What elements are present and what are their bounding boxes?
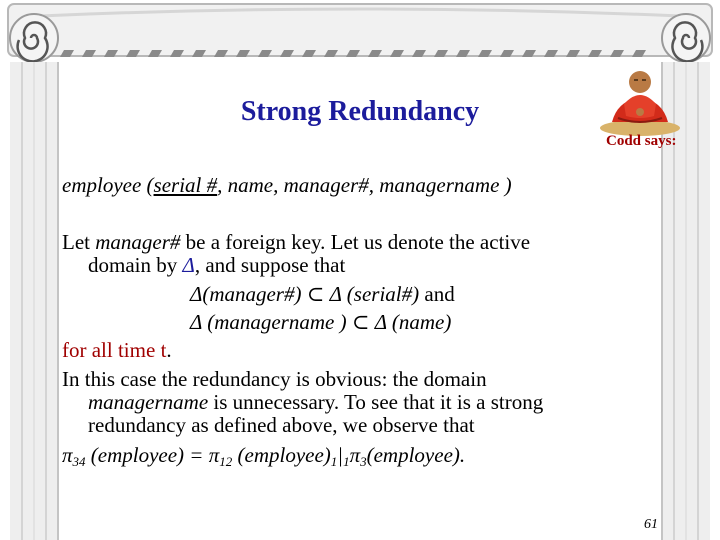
- schema-key-attribute: serial #: [153, 173, 218, 197]
- formula-line-2: [190, 311, 451, 334]
- paragraph-line-6: In this case the redundancy is obvious: the domain: [62, 367, 487, 391]
- text-run-red: for all time: [62, 338, 161, 362]
- schema-part-rest: , name, manager#, managername ): [217, 173, 512, 197]
- text-run: Let: [62, 230, 96, 254]
- text-run: .: [166, 338, 172, 362]
- text-run-italic: manager#: [95, 230, 181, 254]
- text-run: (employee): [232, 443, 331, 467]
- text-run: , and suppose that: [194, 253, 346, 277]
- subscript: 1: [343, 454, 350, 469]
- subscript: 1: [330, 454, 338, 469]
- pi-symbol: π: [62, 443, 73, 467]
- slide-title: Strong Redundancy: [240, 96, 480, 127]
- subscript: 3: [360, 454, 367, 469]
- schema-part-relation: employee (: [62, 173, 154, 197]
- paragraph-line-1: [62, 231, 530, 254]
- subset-symbol: ⊂: [346, 310, 375, 334]
- paragraph-line-7: [88, 391, 543, 414]
- page-number: 61: [644, 517, 658, 532]
- text-run-red: t: [160, 338, 167, 362]
- join-bar: |: [337, 443, 344, 467]
- text-run: (employee).: [366, 443, 466, 467]
- codd-says-label: Codd says:: [606, 133, 677, 149]
- formula-term: Δ (serial#): [329, 282, 420, 306]
- text-run-italic: managername: [88, 390, 209, 414]
- pi-symbol: π: [349, 443, 361, 467]
- formula-term: Δ (managername ): [190, 310, 347, 334]
- projection-formula: [62, 444, 465, 473]
- paragraph-line-5: [62, 339, 172, 362]
- subscript: 12: [219, 454, 233, 469]
- text-run: is unnecessary. To see that it is a strong: [208, 390, 544, 414]
- delta-symbol: Δ: [182, 253, 195, 277]
- text-run: domain by: [88, 253, 183, 277]
- text-run: be a foreign key. Let us denote the active: [180, 230, 531, 254]
- formula-line-1: [190, 283, 455, 306]
- paragraph-line-2: [88, 254, 345, 277]
- text-run: (employee) =: [85, 443, 209, 467]
- subset-symbol: ⊂: [301, 282, 330, 306]
- subscript: 34: [72, 454, 86, 469]
- pi-symbol: π: [208, 443, 220, 467]
- text-run: and: [419, 282, 455, 306]
- formula-term: Δ (name): [374, 310, 452, 334]
- schema-line: [62, 174, 512, 197]
- formula-term: Δ(manager#): [190, 282, 302, 306]
- paragraph-line-8: redundancy as defined above, we observe that: [88, 413, 475, 437]
